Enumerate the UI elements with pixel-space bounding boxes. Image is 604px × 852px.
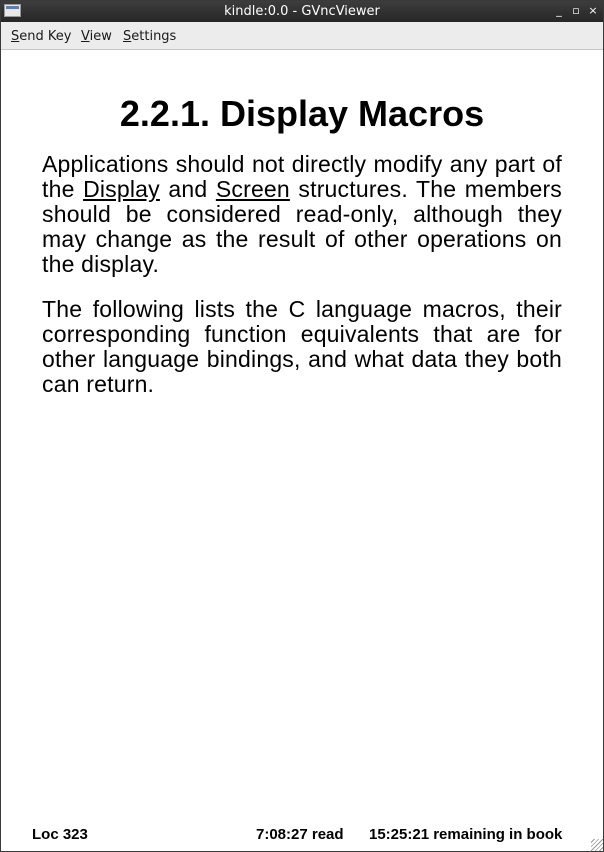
paragraph-1-text-c: structures. The members should be considered read-only, although they may change as the result of other operations on the display. (42, 176, 563, 277)
paragraph-1-text-a: Applications should not directly modify any part of the (42, 151, 562, 202)
menu-view-mnemonic: V (81, 29, 90, 44)
close-icon[interactable]: × (588, 4, 598, 17)
menu-send-key-mnemonic: S (11, 29, 20, 44)
display-link[interactable]: Display (83, 176, 160, 202)
section-heading: 2.2.1. Display Macros (119, 93, 485, 134)
time-remaining: 15:25:21 remaining in book (369, 826, 563, 843)
remote-screen[interactable] (1, 50, 603, 851)
minimize-icon[interactable]: _ (556, 4, 562, 17)
paragraph-1 (42, 152, 562, 277)
maximize-icon[interactable]: ▫ (572, 4, 580, 17)
menu-view[interactable] (81, 29, 112, 45)
window-title: kindle:0.0 - GVncViewer (224, 4, 380, 19)
reading-status-footer (1, 821, 603, 851)
resize-grip-icon[interactable] (591, 839, 603, 851)
title-bar[interactable] (1, 1, 603, 22)
menu-settings-mnemonic: S (123, 29, 132, 44)
menu-bar (1, 22, 603, 50)
paragraph-1-text-b: and (159, 176, 216, 202)
location-indicator: Loc 323 (32, 826, 88, 843)
menu-view-label: iew (89, 29, 112, 44)
time-read: 7:08:27 read (256, 826, 344, 843)
menu-send-key[interactable] (11, 29, 71, 45)
paragraph-2: The following lists the C language macros, their corresponding function equivalents that are for other language bindings, and what data they both can return. (42, 296, 562, 397)
screen-link[interactable]: Screen (215, 176, 290, 202)
menu-send-key-label: end Key (19, 29, 72, 44)
menu-settings-label: ettings (131, 29, 177, 44)
menu-settings[interactable] (123, 29, 176, 45)
